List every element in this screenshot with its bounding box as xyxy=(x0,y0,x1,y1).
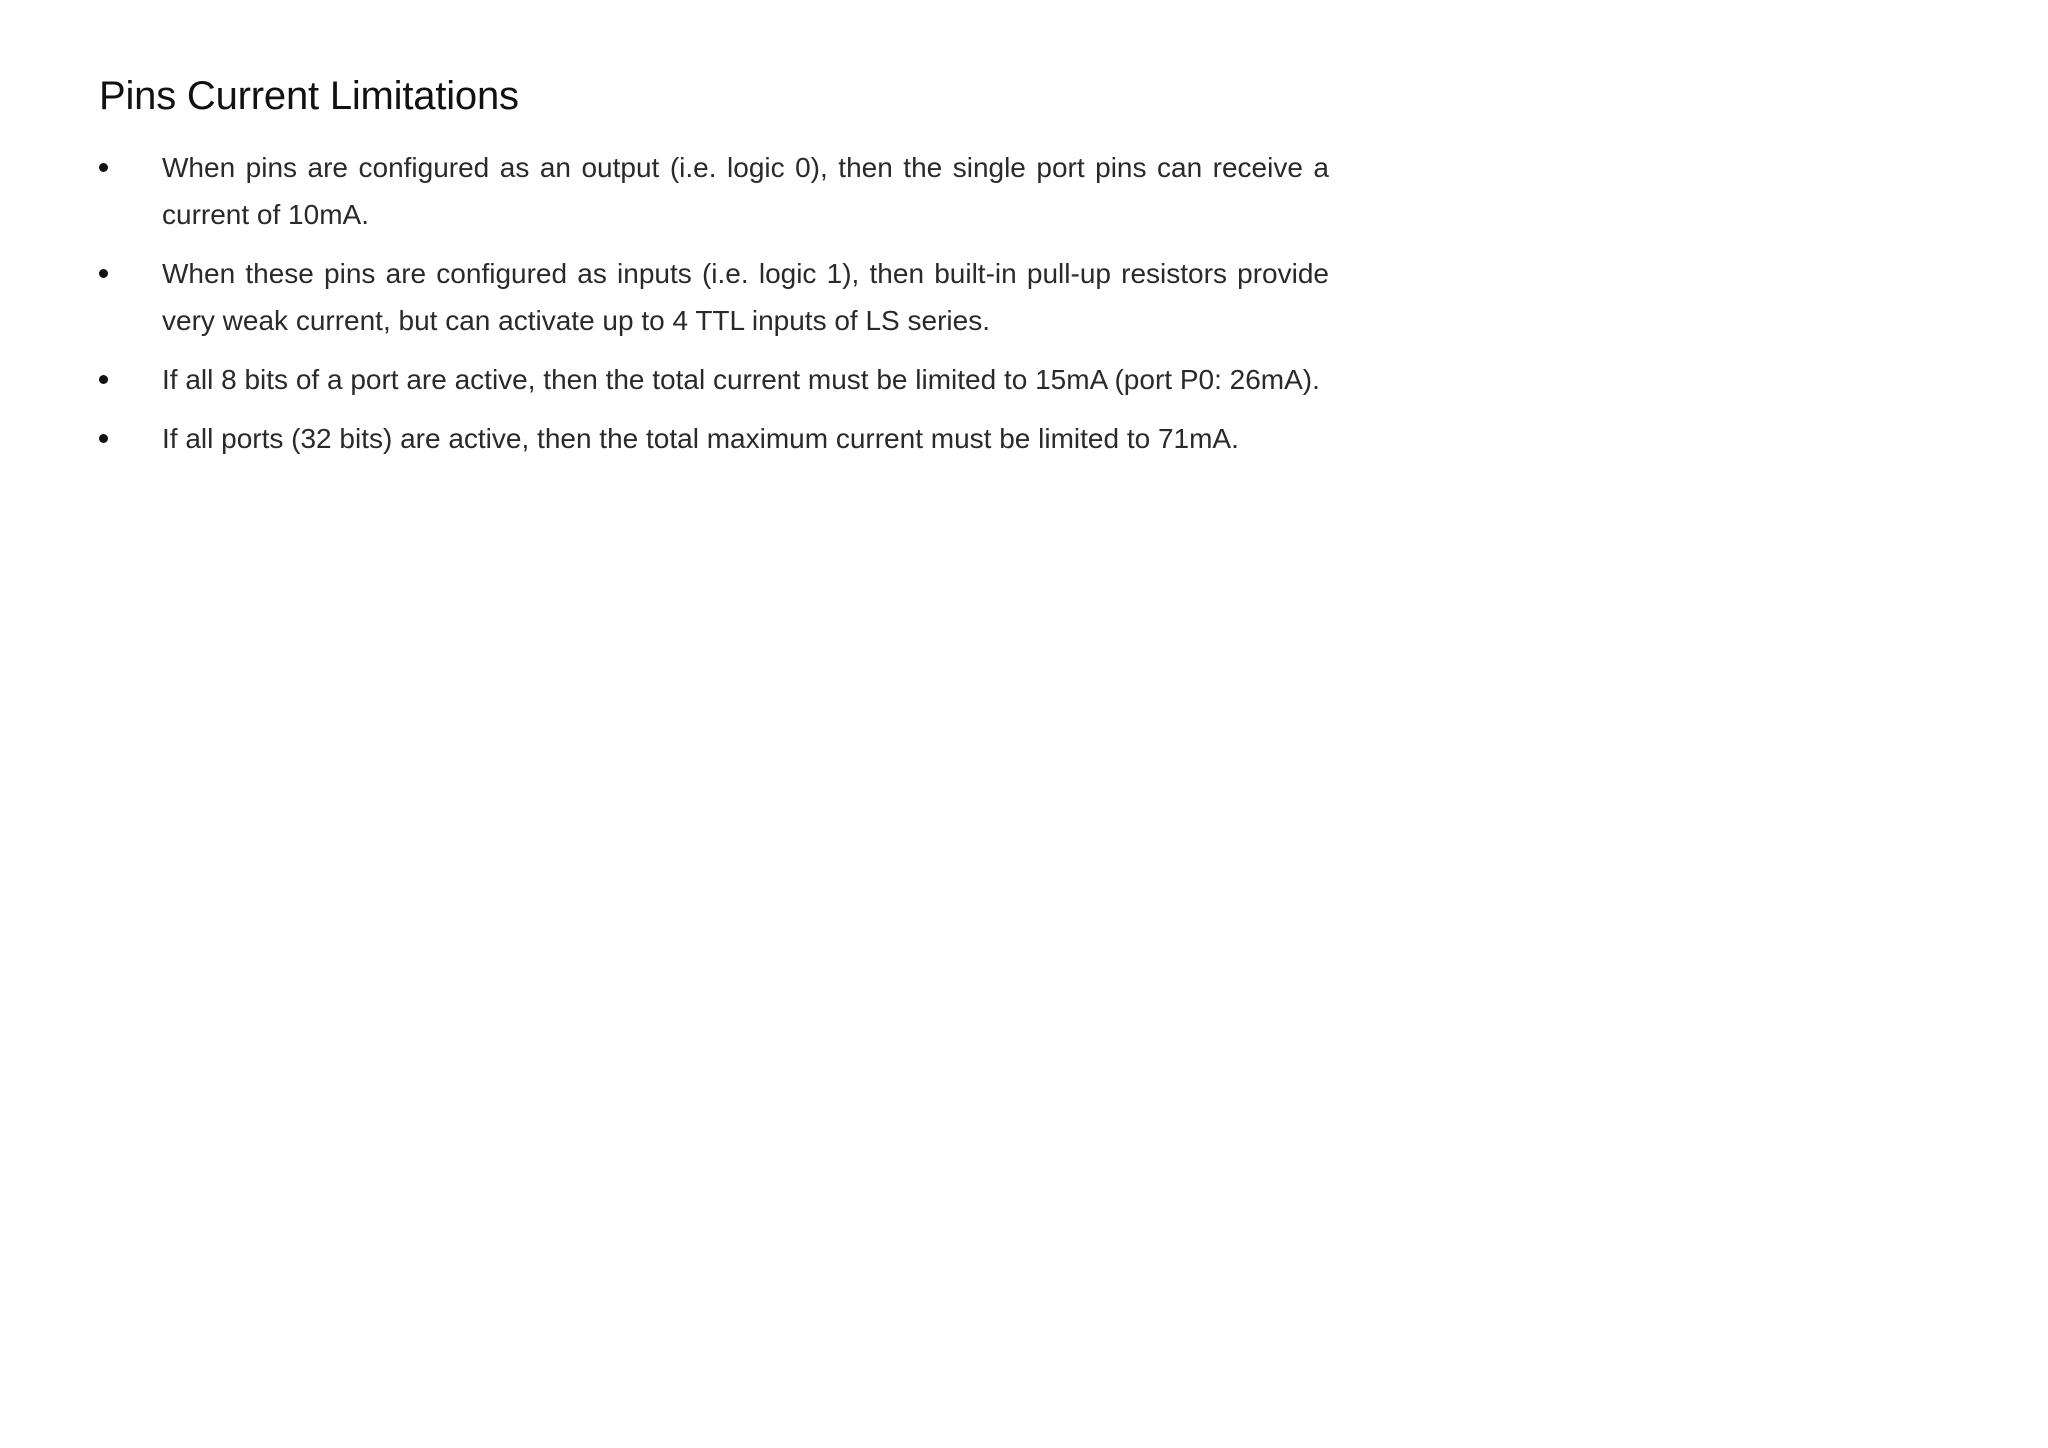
list-item xyxy=(99,356,1329,403)
page-title: Pins Current Limitations xyxy=(99,74,519,118)
list-item-text: If all 8 bits of a port are active, then the total current must be limited to 15mA (port P0: 26mA). xyxy=(162,364,1320,395)
list-item-text: When these pins are configured as inputs (i.e. logic 1), then built-in pull-up resistors provide very weak current, but can activate up to 4 TTL inputs of LS series. xyxy=(162,258,1329,336)
list-item xyxy=(99,415,1329,462)
bullet-icon xyxy=(99,434,108,443)
list-item-text: If all ports (32 bits) are active, then the total maximum current must be limited to 71mA. xyxy=(162,423,1239,454)
list-item xyxy=(99,144,1329,238)
document-body xyxy=(99,70,1329,474)
bullet-list xyxy=(99,144,1329,462)
bullet-icon xyxy=(99,163,108,172)
bullet-icon xyxy=(99,375,108,384)
list-item-text: When pins are configured as an output (i.e. logic 0), then the single port pins can receive a current of 10mA. xyxy=(162,152,1329,230)
list-item xyxy=(99,250,1329,344)
bullet-icon xyxy=(99,269,108,278)
